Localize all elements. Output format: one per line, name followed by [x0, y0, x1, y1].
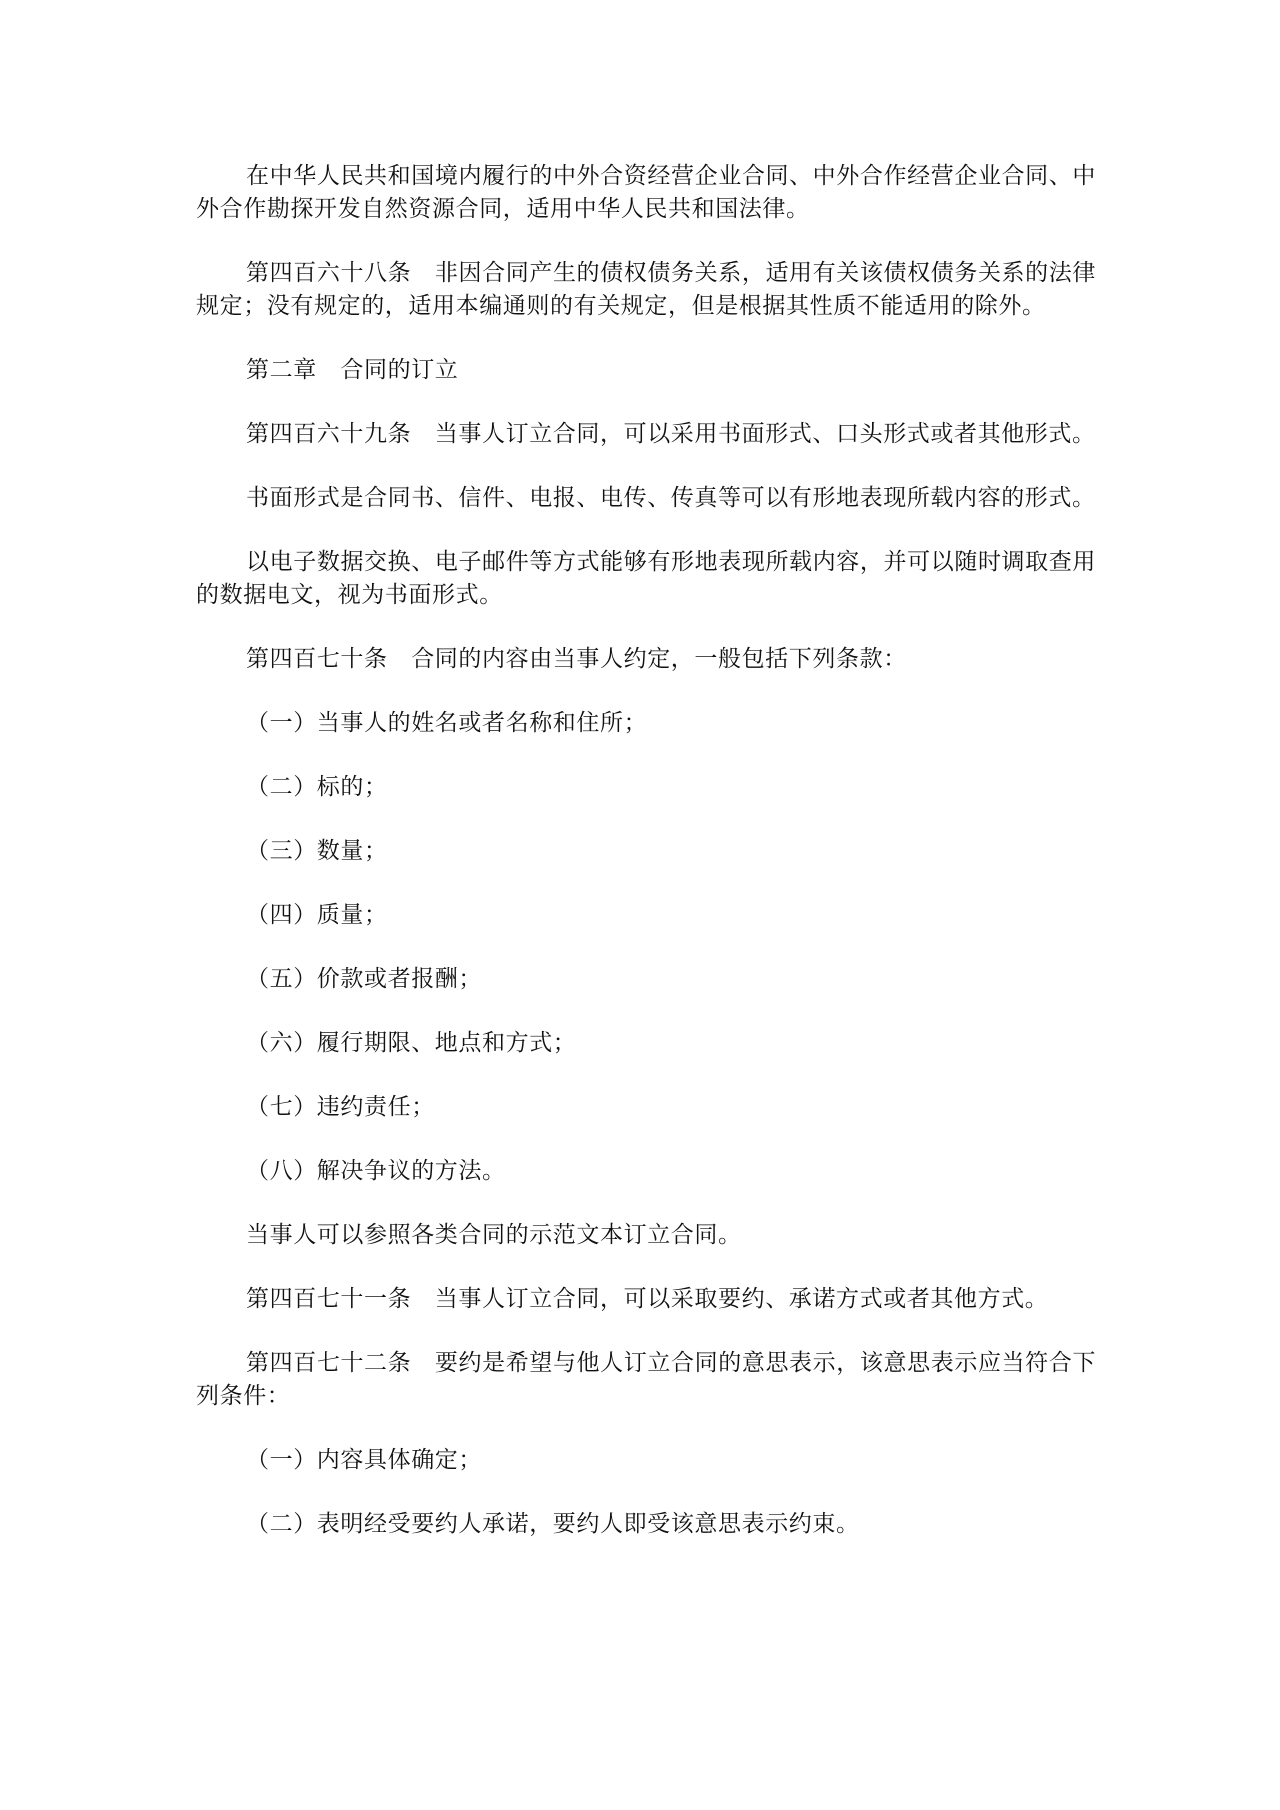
list-item: （六）履行期限、地点和方式； — [246, 1030, 577, 1056]
list-item: （五）价款或者报酬； — [246, 966, 482, 992]
paragraph-article-472: 第四百七十二条 要约是希望与他人订立合同的意思表示，该意思表示应当符合下列条件： — [196, 1350, 1096, 1409]
paragraph-scope: 在中华人民共和国境内履行的中外合资经营企业合同、中外合作经营企业合同、中外合作勘探开发自然资源合同，适用中华人民共和国法律。 — [196, 163, 1096, 222]
list-item: （三）数量； — [246, 838, 388, 864]
list-item: （一）内容具体确定； — [246, 1447, 482, 1473]
paragraph-article-471: 第四百七十一条 当事人订立合同，可以采取要约、承诺方式或者其他方式。 — [246, 1286, 1049, 1312]
paragraph-electronic-data: 以电子数据交换、电子邮件等方式能够有形地表现所载内容，并可以随时调取查用的数据电文，视为书面形式。 — [196, 549, 1096, 608]
paragraph-article-468: 第四百六十八条 非因合同产生的债权债务关系，适用有关该债权债务关系的法律规定；没有规定的，适用本编通则的有关规定，但是根据其性质不能适用的除外。 — [196, 260, 1096, 319]
list-item: （八）解决争议的方法。 — [246, 1158, 506, 1184]
paragraph-written-form: 书面形式是合同书、信件、电报、电传、传真等可以有形地表现所载内容的形式。 — [246, 485, 1096, 511]
list-item: （一）当事人的姓名或者名称和住所； — [246, 710, 648, 736]
document-page — [196, 160, 1096, 1572]
paragraph-model-text: 当事人可以参照各类合同的示范文本订立合同。 — [246, 1222, 742, 1248]
chapter-heading: 第二章 合同的订立 — [246, 357, 459, 383]
list-item: （四）质量； — [246, 902, 388, 928]
list-item: （二）标的； — [246, 774, 388, 800]
paragraph-article-470: 第四百七十条 合同的内容由当事人约定，一般包括下列条款： — [246, 646, 907, 672]
list-item: （七）违约责任； — [246, 1094, 435, 1120]
list-item: （二）表明经受要约人承诺，要约人即受该意思表示约束。 — [246, 1511, 860, 1537]
paragraph-article-469: 第四百六十九条 当事人订立合同，可以采用书面形式、口头形式或者其他形式。 — [246, 421, 1096, 447]
